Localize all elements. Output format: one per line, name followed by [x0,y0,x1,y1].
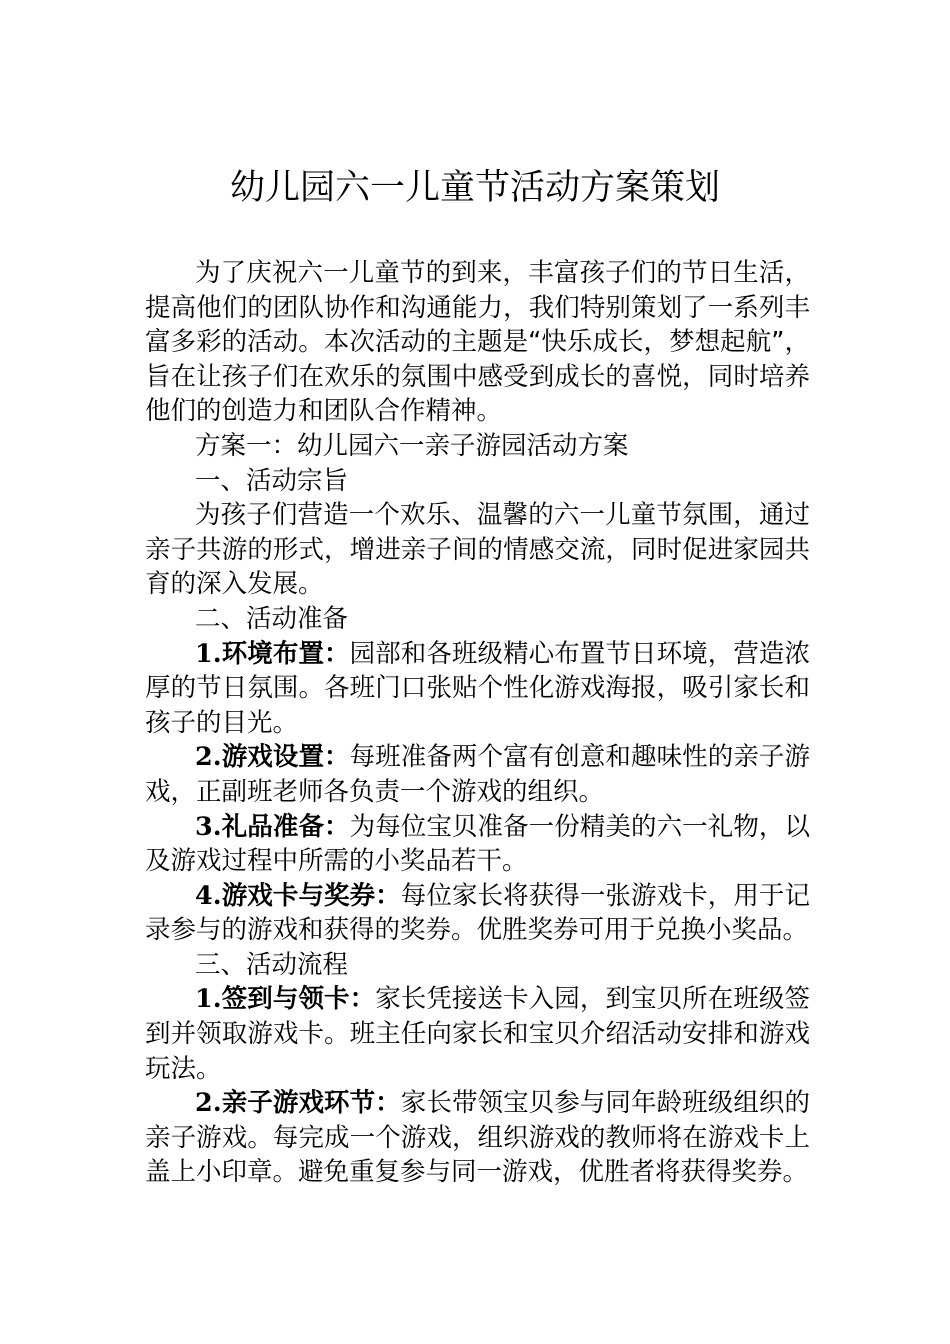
prep-item-text: 为每位宝贝准备一份精美的六一礼物，以及游戏过程中所需的小奖品若干。 [145,811,810,877]
prep-item-text: 每班准备两个富有创意和趣味性的亲子游戏，正副班老师各负责一个游戏的组织。 [145,742,810,807]
prep-item-label: 3.礼品准备： [195,811,350,842]
flow-item-label: 1.签到与领卡： [195,984,376,1015]
prep-item [145,637,810,741]
section-heading-purpose: 一、活动宗旨 [195,465,349,496]
section-heading-flow: 三、活动流程 [195,949,349,980]
plan-heading: 方案一：幼儿园六一亲子游园活动方案 [195,430,629,461]
flow-item-label: 2.亲子游戏环节： [195,1088,401,1119]
flow-item-text: 家长凭接送卡入园，到宝贝所在班级签到并领取游戏卡。班主任向家长和宝贝介绍活动安排和游戏玩法。 [145,984,810,1084]
prep-item-label: 4.游戏卡与奖券： [195,880,401,911]
prep-item-text: 每位家长将获得一张游戏卡，用于记录参与的游戏和获得的奖券。优胜奖券可用于兑换小奖品。 [145,880,810,946]
flow-item-text: 家长带领宝贝参与同年龄班级组织的亲子游戏。每完成一个游戏，组织游戏的教师将在游戏卡上盖上小印章。避免重复参与同一游戏，优胜者将获得奖券。 [145,1088,810,1188]
prep-item [145,810,810,879]
section-heading-preparation: 二、活动准备 [195,603,349,634]
intro-paragraph: 为了庆祝六一儿童节的到来，丰富孩子们的节日生活，提高他们的团队协作和沟通能力，我们特别策划了一系列丰富多彩的活动。本次活动的主题是“快乐成长，梦想起航”，旨在让孩子们在欢乐的氛围中感受到成长的喜悦，同时培养他们的创造力和团队合作精神。 [145,258,810,427]
flow-item [145,982,810,1086]
flow-item [145,1086,810,1190]
prep-item-label: 1.环境布置： [195,638,350,669]
purpose-paragraph: 为孩子们营造一个欢乐、温馨的六一儿童节氛围，通过亲子共游的形式，增进亲子间的情感交流，同时促进家园共育的深入发展。 [145,500,810,600]
prep-item [145,740,810,809]
document-title: 幼儿园六一儿童节活动方案策划 [229,168,720,208]
prep-item [145,879,810,948]
prep-item-label: 2.游戏设置： [195,742,350,773]
prep-item-text: 园部和各班级精心布置节日环境，营造浓厚的节日氛围。各班门口张贴个性化游戏海报，吸引家长和孩子的目光。 [145,638,810,738]
document-body [145,256,810,1190]
